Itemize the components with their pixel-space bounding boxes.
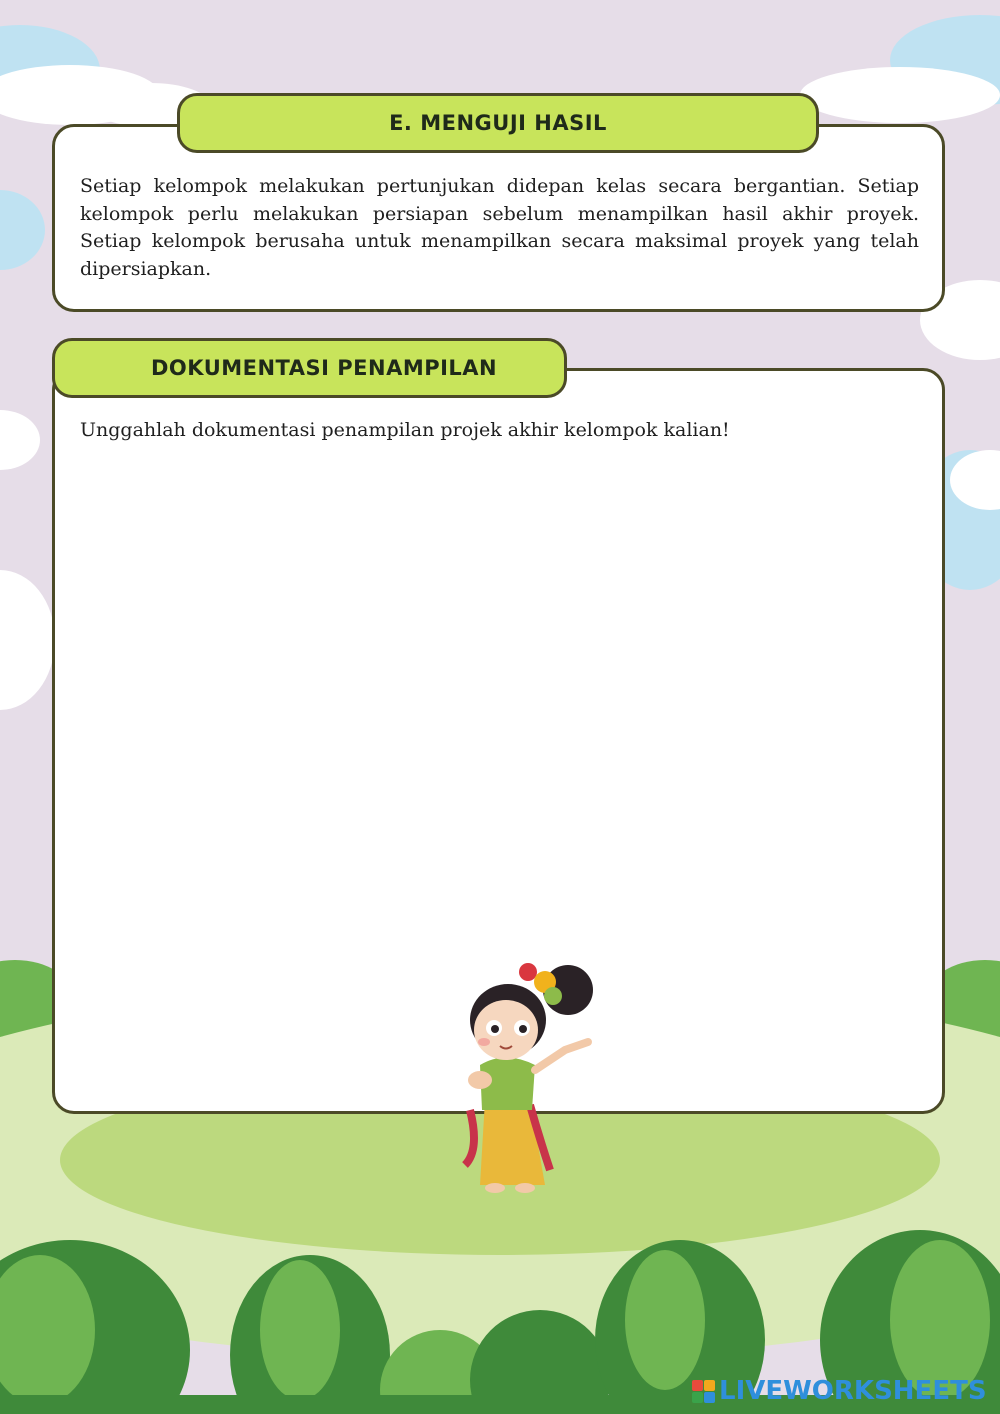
menguji-hasil-text: Setiap kelompok melakukan pertunjukan didepan kelas secara bergantian. Setiap kelompok perlu melakukan persiapan sebelum menampilkan hasil akhir proyek. Setiap kelompok berusaha untuk menampilkan secara maksimal proyek yang telah dipersiapkan.: [80, 175, 919, 280]
liveworksheets-logo-icon: [692, 1380, 715, 1403]
menguji-hasil-title: E. MENGUJI HASIL: [177, 93, 819, 153]
dancer-girl-icon: [440, 950, 610, 1200]
documentation-title: DOKUMENTASI PENAMPILAN: [52, 338, 567, 398]
watermark-text: LIVEWORKSHEETS: [719, 1376, 987, 1406]
liveworksheets-watermark: [692, 1375, 992, 1407]
documentation-instruction: Unggahlah dokumentasi penampilan projek akhir kelompok kalian!: [80, 419, 730, 441]
